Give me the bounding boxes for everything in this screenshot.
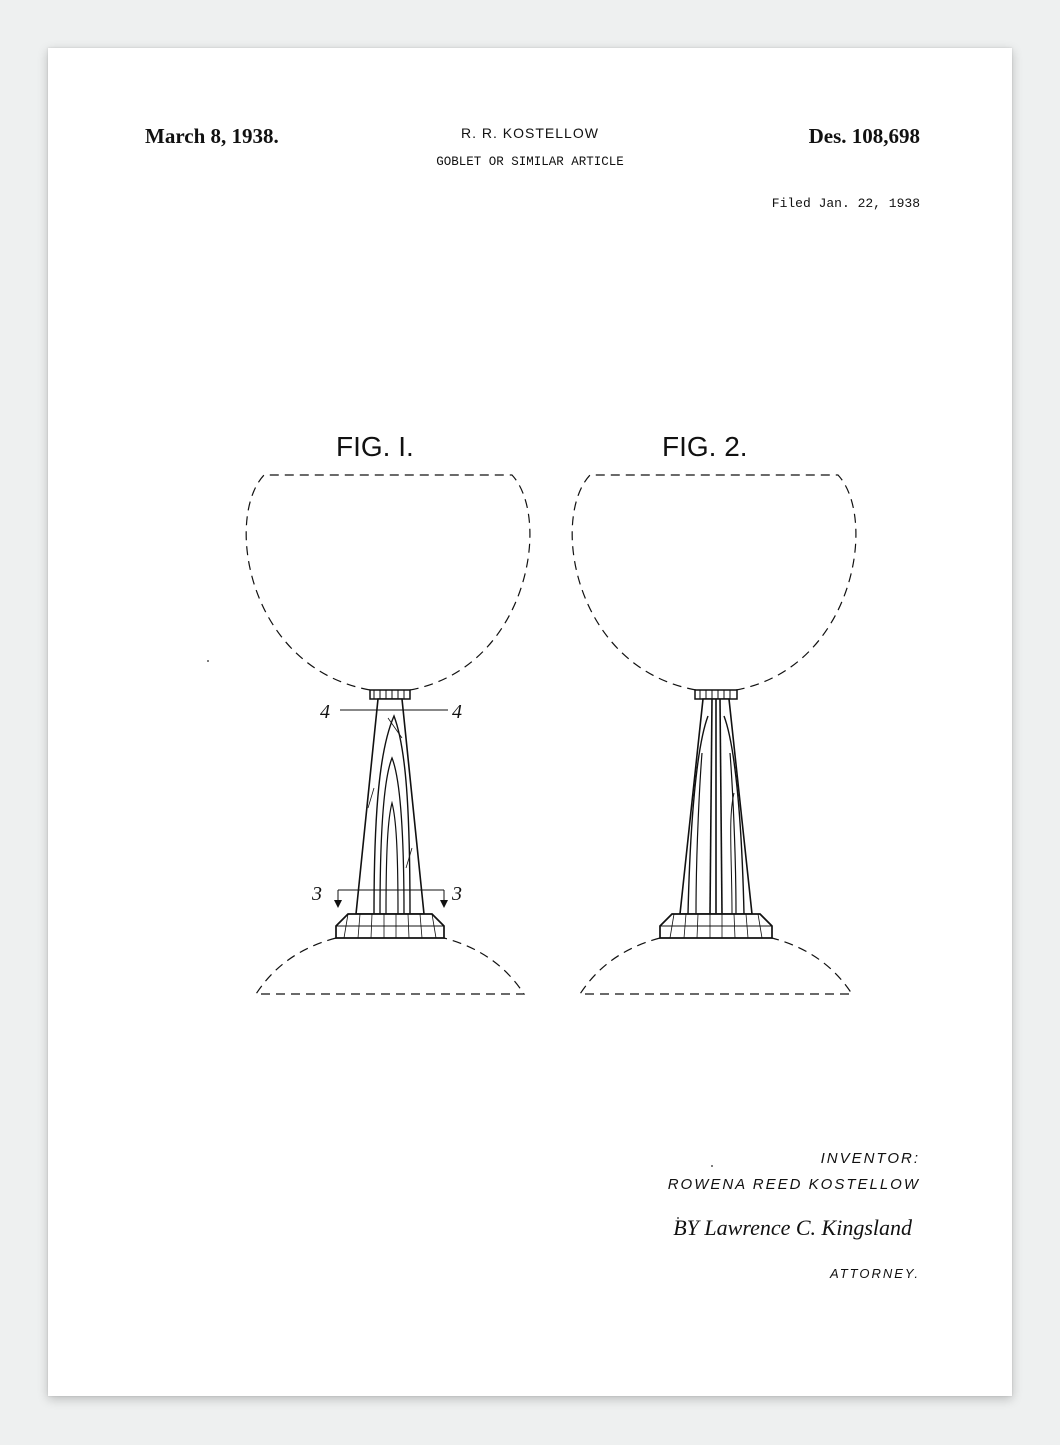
- inventor-label: INVENTOR:: [820, 1150, 920, 1167]
- patent-date: March 8, 1938.: [145, 124, 279, 148]
- figure-2: [572, 431, 856, 994]
- patent-sheet: [48, 48, 1012, 1396]
- fig-1-foot: [256, 938, 524, 994]
- attorney-label: ATTORNEY.: [829, 1266, 920, 1281]
- fig-1-stem: [356, 699, 424, 914]
- attorney-signature: BY Lawrence C. Kingsland: [673, 1215, 912, 1240]
- figure-1: [246, 431, 530, 994]
- fig-1-bowl: [246, 475, 530, 690]
- inventor-header: R. R. KOSTELLOW: [461, 125, 599, 141]
- fig-2-collar: [695, 690, 737, 699]
- fig-1-ref-3-left: 3: [312, 883, 322, 905]
- inventor-full-name: ROWENA REED KOSTELLOW: [667, 1176, 920, 1193]
- fig-2-bowl: [572, 475, 856, 690]
- fig-2-foot: [580, 938, 852, 994]
- fig-1-ref-3-right: 3: [452, 883, 462, 905]
- fig-1-ref-4-left: 4: [320, 701, 330, 723]
- fig-1-ref-4-right: 4: [452, 701, 462, 723]
- patent-number: Des. 108,698: [808, 124, 920, 148]
- filed-date: Filed Jan. 22, 1938: [771, 196, 920, 211]
- fig-2-label: FIG. 2.: [662, 431, 748, 462]
- patent-drawing: [48, 48, 1012, 1396]
- fig-1-label: FIG. I.: [336, 431, 414, 462]
- patent-title: GOBLET OR SIMILAR ARTICLE: [436, 155, 624, 169]
